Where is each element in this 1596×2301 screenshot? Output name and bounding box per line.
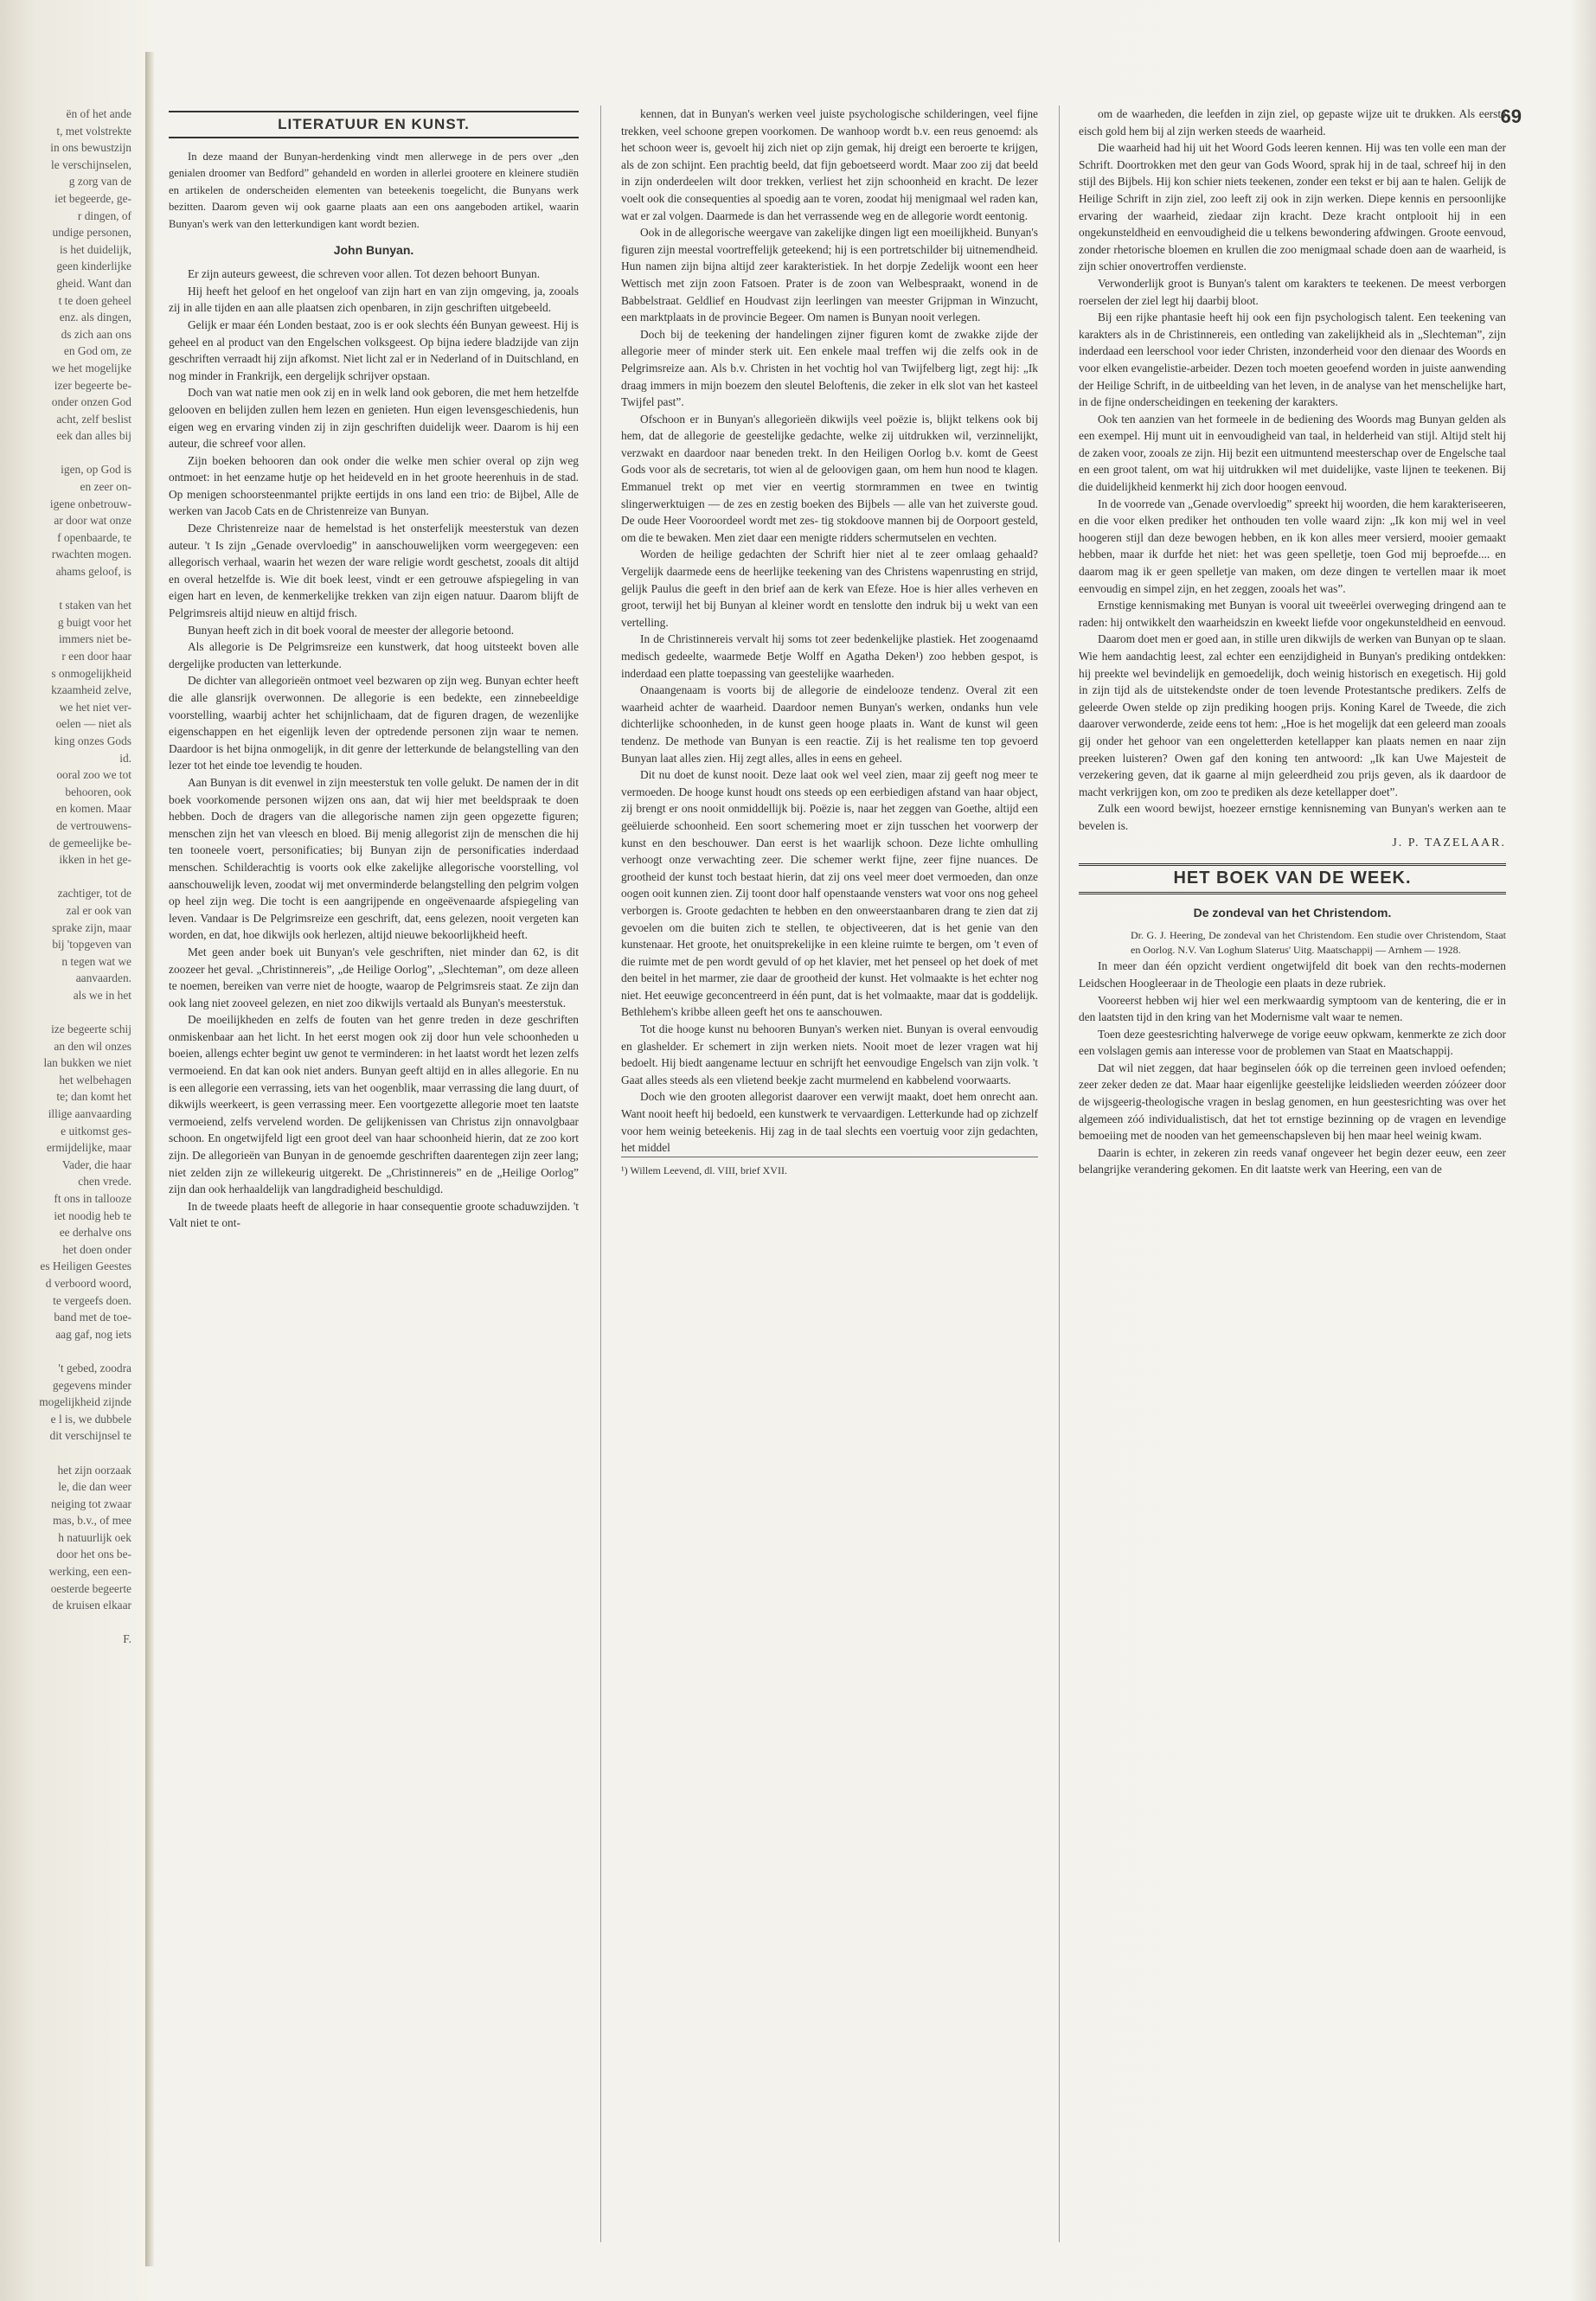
paragraph: Daarom doet men er goed aan, in stille uren dikwijls de werken van Bunyan op te slaan. Wie hem aandachtig leest, zal echter een eenzijdigheid in Bunyan's prediking ontdekken: hij preekte wel bevindelijk en gemoedelijk, doch weinig historisch en exegetisch. Hij gold in zijn tijd als de uitstekendste onder de toen levende Protestantsche predikers. Zelfs de geleerde Owen stelde op zijn prediking hoogen prijs. Koning Karel de Tweede, die zich daarover verwonderde, zeide eens tot hem: „Hoe is het mogelijk dat een geleerd man zooals gij onder het gehoor van een ongeletterden ketellapper kan plaats nemen en naar zijn preeken luisteren? Owen gaf den koning ten antwoord: „Ik kan Uwe Majesteit de verzekering geven, dat ik gaarne al mijn geleerdheid zou prijs geven, als ik daardoor de macht verkrijgen kon, om zoo te prediken als deze ketellapper doet”. bbox=[1079, 632, 1506, 798]
fragment-line bbox=[0, 1054, 131, 1072]
fragment-line bbox=[0, 1038, 131, 1055]
paragraph: Bij een rijke phantasie heeft hij ook een fijn psychologisch talent. Een teekening van karakters als in de Christinnereis, een ontleding van zakelijkheid als in „Slechteman”, zijn inderdaad een leerschool voor ieder Christen, inzonderheid voor den dienaar des Woords en voor elken evangelistie-arbeider. Dezen toch moeten geoefend worden in juiste aanwending der Heilige Schrift, in de uitbeelding van het leven, in de analyse van het menschelijke hart, in de fijne onderscheidingen en teekening der karakters. bbox=[1079, 311, 1506, 409]
fragment-line bbox=[0, 835, 131, 852]
author-signature: J. P. TAZELAAR. bbox=[1392, 836, 1506, 849]
article-body-2 bbox=[621, 106, 1038, 1157]
fragment-line-text: r dingen, of bbox=[77, 208, 131, 222]
paragraph: Doch wie den grooten allegorist daarover een verwijt maakt, doet hem onrecht aan. Want nooit heeft hij bedoeld, een kunstwerk te vervaardigen. Letterkunde had op zichzelf voor hem weinig beteekenis. Hij zag in de taal slechts een voertuig voor zijn gedachten, het middel bbox=[621, 1090, 1038, 1155]
paragraph: om de waarheden, die leefden in zijn ziel, op gepaste wijze uit te drukken. Als eerste eisch gold hem bij al zijn werken steeds de waarheid. bbox=[1079, 107, 1506, 138]
page-edge-shadow bbox=[1570, 0, 1596, 2301]
fragment-line bbox=[0, 326, 131, 343]
fragment-line-text bbox=[129, 870, 131, 883]
fragment-line bbox=[0, 1021, 131, 1038]
column-3 bbox=[1079, 106, 1506, 2242]
fragment-line-text: bij 'topgeven van bbox=[52, 938, 131, 952]
fragment-line bbox=[0, 902, 131, 920]
fragment-line-text: ize begeerte schij bbox=[51, 1022, 131, 1036]
fragment-line-text: en God om, ze bbox=[63, 344, 131, 358]
paragraph: Ernstige kennismaking met Bunyan is vooral uit tweeërlei overweging dringend aan te raden: hij ontwikkelt den waarheidszin en kweekt liefde voor ongekunsteldheid en eenvoud. bbox=[1079, 599, 1506, 629]
fragment-line-text: kzaamheid zelve, bbox=[51, 683, 131, 697]
fragment-line bbox=[0, 411, 131, 428]
paragraph: De dichter van allegorieën ontmoet veel bezwaren op zijn weg. Bunyan echter heeft die alle glansrijk overwonnen. De allegorie is een bedekte, een zinnebeeldige voorstelling, waarbij achter het schijnlichaam, dat de figuren dragen, de wezenlijke eigenschappen en het eigenlijk leven der optredende personen zijn waar te nemen. Daardoor is het bijna onmogelijk, in dit genre der letterkunde de belangstelling van den lezer tot het einde toe levendig te houden. bbox=[169, 674, 579, 772]
fragment-line-text: neiging tot zwaar bbox=[51, 1497, 131, 1510]
fragment-line-text: we het mogelijke bbox=[51, 361, 131, 375]
fragment-line-text: is het duidelijk, bbox=[60, 242, 131, 256]
paragraph: Dit nu doet de kunst nooit. Deze laat ook wel veel zien, maar zij geeft nog meer te vermoeden. De hooge kunst houdt ons steeds op een eerbiedigen afstand van haar object, zij brengt er ons nooit onmiddellijk bij. Poëzie is, naar het zeggen van Goethe, altijd een geëluierde schoonheid. Een soort schemering moet er zijn tusschen het voorwerp der kunst en den beschouwer. Dan eerst is het waarlijk schoon. Deze lichte omhulling verhoogt onze verwachting zeer. Die schemer werkt fijne, zeer fijne nuances. De grootheid der kunst toch bestaat hierin, dat zij ons veel meer doet vermoeden, dan onze oogen ooit kunnen zien. Zij toont door half openstaande vensters wat voor ons nog geheel verborgen is. Groote gedachten te hebben en den onweerstaanbaren drang te zien dat zij gevoelen om die buiten zich te stellen, te objectiveeren, dat is het genie van den kunstenaar. Het groote, het onuitsprekelijke in een kleine ruimte te bergen, om 't even of die ruimte met de pen wordt gevuld of op het klavier, met het penseel op het doek of met den beitel in het marmer, zie daar de grootheid der kunst. Het volmaakte is het echter nog niet. Het eeuwige geconcentreerd in één punt, dat is het volmaakte, maar dat is goddelijk. Bethlehem's kribbe alleen geeft het ons te aanschouwen. bbox=[621, 768, 1038, 1019]
paragraph: Worden de heilige gedachten der Schrift hier niet al te zeer omlaag gehaald? Vergelijk daarmede eens de heerlijke teekening van des Christens wapenrusting en strijd, gelijk Paulus die geeft in den brief aan de kerk van Efeze. Hoe is hier alles verheven en groot, terwijl het bij Bunyan al kleiner wordt en tenslotte den indruk bij u wekt van een vertelling. bbox=[621, 548, 1038, 629]
fragment-line-text: geen kinderlijke bbox=[56, 260, 131, 273]
fragment-line-text: t staken van het bbox=[59, 599, 131, 612]
fragment-line-text: ahams geloof, is bbox=[55, 565, 131, 579]
fragment-line-text: g buigt voor het bbox=[57, 615, 131, 629]
fragment-line bbox=[0, 1173, 131, 1190]
fragment-line bbox=[0, 1292, 131, 1310]
fragment-line bbox=[0, 208, 131, 225]
fragment-line-text: band met de toe- bbox=[54, 1311, 131, 1324]
fragment-line bbox=[0, 1241, 131, 1259]
paragraph: Ofschoon er in Bunyan's allegorieën dikwijls veel poëzie is, blijkt telkens ook bij hem, dat de allegorie de geestelijke gedachte, welke zij uitdrukken wil, verzinnelijkt, verzwakt en daardoor naar beneden trekt. In den Heiligen Oorlog b.v. komt de Geest Gods voor als de secretaris, tot wien al de geloovigen gaan, om hem hun nood te klagen. Emmanuel trekt op met vier en veertig stormrammen en twee en twintig slingerwerktuigen — de zes en zestig boeken des Bijbels — alle van het zuiverste goud. De oude Heer Vooroordeel wordt met zes- tig stokdoove mannen bij de Oorpoort gesteld, om die te bewaken. Men ziet daar een menigte ridders schermutselen en vechten. bbox=[621, 412, 1038, 544]
fragment-line-text: id. bbox=[119, 751, 131, 765]
fragment-line bbox=[0, 1224, 131, 1241]
left-fragment-column bbox=[0, 106, 131, 2251]
fragment-line bbox=[0, 665, 131, 683]
fragment-line-text: de vertrouwens- bbox=[56, 818, 131, 832]
fragment-line-text: te; dan komt het bbox=[56, 1090, 131, 1104]
fragment-line bbox=[0, 1580, 131, 1598]
fragment-line bbox=[0, 817, 131, 835]
fragment-line-text: le verschijnselen, bbox=[51, 157, 131, 171]
fragment-line bbox=[0, 614, 131, 631]
fragment-line-text: enz. als dingen, bbox=[59, 311, 131, 324]
fragment-line-text: en komen. Maar bbox=[55, 802, 131, 816]
article-body-3 bbox=[1079, 106, 1506, 835]
column-1 bbox=[169, 106, 579, 2242]
fragment-line bbox=[0, 699, 131, 716]
fragment-line-text: illige aanvaarding bbox=[48, 1107, 131, 1121]
fragment-line-text: in ons bewustzijn bbox=[50, 141, 131, 155]
fragment-line bbox=[0, 1512, 131, 1529]
fragment-line-text: e uitkomst ges- bbox=[61, 1124, 131, 1138]
fragment-line bbox=[0, 1445, 131, 1462]
fragment-line-text: s onmogelijkheid bbox=[51, 666, 131, 680]
fragment-line bbox=[0, 1427, 131, 1445]
fragment-line bbox=[0, 953, 131, 971]
fragment-line-text: onder onzen God bbox=[51, 395, 131, 409]
fragment-line-text: ee derhalve ons bbox=[59, 1226, 131, 1240]
fragment-line bbox=[0, 1377, 131, 1394]
article-body-1 bbox=[169, 266, 579, 1232]
fragment-line bbox=[0, 580, 131, 598]
fragment-line bbox=[0, 394, 131, 411]
binding-gutter bbox=[145, 52, 154, 2266]
fragment-line-text: e l is, we dubbele bbox=[50, 1412, 131, 1426]
fragment-line-text bbox=[129, 1344, 131, 1357]
fragment-line-text: zal er ook van bbox=[66, 903, 131, 917]
fragment-line bbox=[0, 139, 131, 157]
fragment-line bbox=[0, 377, 131, 394]
fragment-line-text: dit verschijnsel te bbox=[49, 1429, 131, 1443]
fragment-line bbox=[0, 1597, 131, 1614]
paragraph: kennen, dat in Bunyan's werken veel juiste psychologische schilderingen, veel fijne trekken, veel schoone grepen voorkomen. De wanhoop wordt b.v. een reus genoemd: als het schoon weer is, gevoelt hij zich niet op zijn gemak, hij dreigt een beroerte te krijgen, als de zon schijnt. Een prachtig beeld, dat fijn geboetseerd wordt. Maar zoo zij dat beeld in zijn onderdeelen wilt door trekken, verliest het zijn schoonheid en kracht. De lezer voelt ook die consequenties al spoedig aan te voren, zoodat hij menigmaal wel raden kan, wat er zal volgen. Daarmede is dan het verrassende weg en de allegorie wordt eentonig. bbox=[621, 107, 1038, 222]
fragment-line-text bbox=[129, 582, 131, 595]
fragment-line bbox=[0, 478, 131, 496]
paragraph: In de voorrede van „Genade overvloedig” spreekt hij woorden, die hem karakteriseeren, en die voor elken prediker het onthouden ten volle waard zijn: „Ik kon mij wel in veel hoogeren stijl dan deze bewogen hebben, en ik kon alles meer versierd, mooier gemaakt hebben, maar ik durfde het niet: het was geen spelletje, toen God mij beproefde.... en daarom mag ik er geen spelletje van maken, om deze dingen te vertellen maar ik moet eenvoudig en simpel zijn, en het zeggen, zooals het was”. bbox=[1079, 497, 1506, 595]
fragment-line-text: aanvaarden. bbox=[75, 971, 131, 985]
fragment-line-text: werking, een een- bbox=[48, 1565, 131, 1579]
paragraph: Hij heeft het geloof en het ongeloof van zijn hart en van zijn omgeving, ja, zooals zij in alle tijden en aan alle plaatsen zich openbaren, in zijn geschriften uitgebeeld. bbox=[169, 284, 579, 315]
footnote: ¹) Willem Leevend, dl. VIII, brief XVII. bbox=[621, 1157, 1038, 1180]
fragment-line-text: ën of het ande bbox=[66, 107, 131, 120]
fragment-line bbox=[0, 1309, 131, 1326]
fragment-line-text bbox=[129, 446, 131, 459]
fragment-line-text: 't gebed, zoodra bbox=[58, 1361, 131, 1375]
fragment-line bbox=[0, 885, 131, 902]
fragment-line bbox=[0, 750, 131, 767]
fragment-line bbox=[0, 173, 131, 190]
paragraph: In meer dan één opzicht verdient ongetwijfeld dit boek van den rechts-modernen Leidschen Hoogleeraar in de Theologie een plaats in deze rubriek. bbox=[1079, 959, 1506, 990]
fragment-line-text: oesterde begeerte bbox=[50, 1581, 131, 1595]
fragment-line bbox=[0, 715, 131, 733]
fragment-line bbox=[0, 546, 131, 563]
paragraph: Gelijk er maar één Londen bestaat, zoo is er ook slechts één Bunyan geweest. Hij is geheel en al product van den Engelschen volksgeest. Op bijna iedere bladzijde van zijn geschriften verraadt hij zijn afkomst. Niet licht zal er in Nederland of in Duitschland, en nog minder in Frankrijk, een dergelijk schrijver opstaan. bbox=[169, 317, 579, 382]
fragment-line-text: es Heiligen Geestes bbox=[40, 1259, 131, 1273]
paragraph: Tot die hooge kunst nu behooren Bunyan's werken niet. Bunyan is overal eenvoudig en glashelder. Er schemert in zijn werken niets. Nooit moet de lezer vragen wat hij bedoelt. Hij biedt aangename lectuur en schrijft het eenvoudige Engelsch van zijn volk. 't Gaat alles steeds als een vlietend beekje zacht murmelend en kabbelend voorwaarts. bbox=[621, 1022, 1038, 1086]
paragraph: Toen deze geestesrichting halverwege de vorige eeuw opkwam, kenmerkte ze zich door een volslagen gemis aan interesse voor de problemen van Staat en Maatschappij. bbox=[1079, 1027, 1506, 1058]
paragraph: Onaangenaam is voorts bij de allegorie de eindelooze tendenz. Overal zit een waarheid achter de waarheid. Daardoor nemen Bunyan's werken, ondanks hun vele dichterlijke schoonheden, in de kunst geen hooge plaats in. Want de kunst wil geen tendenz. De methode van Bunyan is een reactie. Zij is het realisme ten top gevoerd Bunyan laat alles zien. Hij zegt alles, alles in eens en geheel. bbox=[621, 683, 1038, 765]
paragraph: In de tweede plaats heeft de allegorie in haar consequentie groote schaduwzijden. 't Valt niet te ont- bbox=[169, 1199, 579, 1230]
fragment-line-text: king onzes Gods bbox=[54, 734, 131, 747]
fragment-line bbox=[0, 800, 131, 817]
fragment-line-text: acht, zelf beslist bbox=[56, 412, 131, 426]
fragment-line bbox=[0, 343, 131, 360]
fragment-line bbox=[0, 1462, 131, 1479]
paragraph: Doch bij de teekening der handelingen zijner figuren komt de zwakke zijde der allegorie meer of minder sterk uit. Een enkele maal treffen wij die zelfs ook in de Pelgrimsreize aan. Als b.v. Christen in het vochtig hol van Twijfelberg ligt, zegt hij: „Ik draag immers in mijn boezem den sleutel Beloftenis, die zeker in elk slot van het kasteel Twijfel past”. bbox=[621, 327, 1038, 409]
fragment-line-text: g zorg van de bbox=[68, 175, 131, 189]
fragment-line-text: izer begeerte be- bbox=[54, 378, 131, 392]
fragment-line bbox=[0, 360, 131, 377]
fragment-line bbox=[0, 1394, 131, 1411]
fragment-line-text: h natuurlijk oek bbox=[58, 1530, 131, 1544]
fragment-line bbox=[0, 987, 131, 1004]
fragment-line-text: te vergeefs doen. bbox=[53, 1293, 131, 1307]
fragment-line bbox=[0, 1326, 131, 1343]
paragraph: Ook ten aanzien van het formeele in de bediening des Woords mag Bunyan gelden als een exempel. Hij munt uit in eenvoudigheid van taal, in helderheid van stijl. Altijd stelt hij de zaken voor, zooals ze zijn. Hij bezit een uitmuntend meesterschap over de Engelsche taal en een groot talent, om wat hij uitdrukken wil met duidelijke, vaste lijnen te teekenen. Bij die duidelijkheid kenmerkt hij zich door hoogen eenvoud. bbox=[1079, 412, 1506, 494]
fragment-line-text: chen vrede. bbox=[78, 1175, 131, 1189]
fragment-line bbox=[0, 1546, 131, 1563]
fragment-line bbox=[0, 123, 131, 140]
fragment-line bbox=[0, 868, 131, 886]
fragment-line-text: igen, op God is bbox=[61, 463, 131, 477]
fragment-line bbox=[0, 275, 131, 292]
fragment-line-text: ar door wat onze bbox=[54, 514, 131, 528]
book-review-body bbox=[1079, 958, 1506, 1178]
fragment-line bbox=[0, 190, 131, 208]
fragment-line-text: behooren, ook bbox=[65, 785, 131, 798]
fragment-line bbox=[0, 597, 131, 614]
fragment-line bbox=[0, 1360, 131, 1377]
column-rule bbox=[1059, 106, 1060, 2242]
fragment-line-text: iet noodig heb te bbox=[54, 1208, 131, 1222]
fragment-line-text: igene onbetrouw- bbox=[49, 497, 131, 510]
paragraph: Als allegorie is De Pelgrimsreize een kunstwerk, dat hoog uitsteekt boven alle dergelijke producten van letterkunde. bbox=[169, 640, 579, 670]
paragraph: Dat wil niet zeggen, dat haar beginselen óók op die terreinen geen invloed oefenden; zeer zeker deden ze dat. Maar haar eigenlijke geestelijke leidslieden weerden zóózeer door de wijsgeerig-theologische vragen in beslag genomen, en hun geestesrichting was over het algemeen zóó individualistisch, dat het tot ernstige bezinning op de vragen en levendige bemoeiing met de nooden van het gemeenschapsleven bij hen maar heel weinig kwam. bbox=[1079, 1061, 1506, 1143]
paragraph: Aan Bunyan is dit evenwel in zijn meesterstuk ten volle gelukt. De namen der in dit boek voorkomende personen wijzen ons aan, dat wij hier met beeldspraak te doen hebben. Doch de dragers van die allegorische namen zijn geen opgezette figuren; menschen zijn het van vleesch en bloed. Bij menig allegorist zijn de menschen die hij ten tooneele voert, personificaties; bij Bunyan zijn de personificaties inderdaad menschen. Schilderachtig is voorts ook elke zakelijke allegorische voorstelling, vol aanschouwelijk leven, zoodat wij met onverminderde belangstelling den pelgrim volgen op heel zijn weg. Die tocht is een aangrijpende en ongeëvenaarde afspiegeling van leven. Vandaar is De Pelgrimsreize een geschrift, dat, eens gelezen, nooit vergeten kan worden, en dat, hoe dikwijls ook herlezen, altijd nieuwe bekoorlijkheid heeft. bbox=[169, 775, 579, 942]
fragment-line-text: mas, b.v., of mee bbox=[53, 1514, 131, 1528]
fragment-line bbox=[0, 563, 131, 580]
paragraph: Met geen ander boek uit Bunyan's vele geschriften, niet minder dan 62, is dit zoozeer het geval. „Christinnereis”, „de Heilige Oorlog”, „Slechteman”, om deze alleen te noemen, bereiken van verre niet de hoogte, waarop de Pelgrimsreis staat. Ze zijn dan ook lang niet zooveel gelezen, en niet zoo dikwijls vertaald als Bunyan's meesterstuk. bbox=[169, 945, 579, 1009]
fragment-line bbox=[0, 461, 131, 478]
fragment-line-text: eek dan alles bij bbox=[56, 429, 131, 443]
paragraph: De moeilijkheden en zelfs de fouten van het genre treden in deze geschriften onmiskenbaar aan het licht. In het eerst mogen ook zij door hun vele schoonheden u boeien, allengs echter begint uw genot te verminderen: in het laatst wordt het lezen zelfs vermoeiend. En dat kan ook niet anders. Bunyan geeft altijd en in alles allegorie. En nu is een allegorie een verrassing, iets van het oogenblik, maar verrassing die lang duurt, of dikwijls weerkeert, is geen verrassing meer. Een voortgezette allegorie moet ten laatste vermoeiend, zelfs vervelend worden. De gelijkenissen van Christus zijn onnavolgbaar schoon. En ongetwijfeld ligt een groot deel van haar schoonheid hierin, dat ze zoo kort zijn. De allegorieën van Bunyan in de genoemde geschriften daarentegen zijn zeer lang; niet zelden zijn ze willekeurig uitgerekt. De „Christinnereis” en de „Heilige Oorlog” zijn dan ook herhaaldelijk van langdradigheid beschuldigd. bbox=[169, 1013, 579, 1196]
fragment-line-text: we het niet ver- bbox=[59, 700, 131, 714]
fragment-line bbox=[0, 106, 131, 123]
fragment-line bbox=[0, 920, 131, 937]
fragment-line bbox=[0, 1157, 131, 1174]
fragment-line bbox=[0, 1496, 131, 1513]
fragment-line-text: iet begeerde, ge- bbox=[54, 191, 131, 205]
fragment-line bbox=[0, 1563, 131, 1580]
fragment-line-text: Vader, die haar bbox=[61, 1157, 131, 1171]
fragment-line-text: ikken in het ge- bbox=[59, 853, 131, 867]
fragment-line bbox=[0, 733, 131, 750]
fragment-line bbox=[0, 157, 131, 174]
fragment-line-text: f openbaarde, te bbox=[57, 530, 131, 544]
fragment-line-text: undige personen, bbox=[52, 226, 131, 240]
fragment-line-text: t te doen geheel bbox=[58, 293, 131, 307]
fragment-line bbox=[0, 512, 131, 529]
fragment-line bbox=[0, 1275, 131, 1292]
fragment-line bbox=[0, 1088, 131, 1106]
fragment-line-text: gheid. Want dan bbox=[56, 276, 131, 290]
section-title-boek-van-de-week: HET BOEK VAN DE WEEK. bbox=[1079, 863, 1506, 894]
fragment-line-text: F. bbox=[123, 1632, 131, 1646]
fragment-line bbox=[0, 1343, 131, 1360]
fragment-line bbox=[0, 309, 131, 326]
fragment-line-text: ooral zoo we tot bbox=[56, 768, 131, 782]
fragment-line-text: de kruisen elkaar bbox=[52, 1599, 131, 1612]
section-title-literatuur: LITERATUUR EN KUNST. bbox=[169, 111, 579, 138]
fragment-line bbox=[0, 241, 131, 259]
fragment-line bbox=[0, 1072, 131, 1089]
fragment-line-text: an den wil onzes bbox=[54, 1039, 131, 1053]
fragment-line-text: n tegen wat we bbox=[61, 954, 131, 968]
fragment-line-text: rwachten mogen. bbox=[51, 548, 131, 561]
column-rule bbox=[600, 106, 601, 2242]
fragment-line bbox=[0, 1208, 131, 1225]
paragraph: Verwonderlijk groot is Bunyan's talent om karakters te teekenen. De meest verborgen roerselen der ziel legt hij daarbij bloot. bbox=[1079, 276, 1506, 307]
fragment-line bbox=[0, 1139, 131, 1157]
fragment-line bbox=[0, 1411, 131, 1428]
fragment-line-text: sprake zijn, maar bbox=[52, 920, 131, 934]
fragment-line bbox=[0, 427, 131, 445]
paragraph: Bunyan heeft zich in dit boek vooral de meester der allegorie betoond. bbox=[188, 623, 515, 637]
paragraph: Zulk een woord bewijst, hoezeer ernstige kennisneming van Bunyan's werken aan te bevelen is. bbox=[1079, 802, 1506, 832]
paragraph: Doch van wat natie men ook zij en in welk land ook geboren, die met hem hetzelfde gelooven en belijden zullen hem lezen en genieten. Hun eigen levensgeschiedenis, hun eigen weg en ervaring vinden zij in zijn geschriften duidelijk weer. Daarom is hij een auteur, die schreef voor allen. bbox=[169, 386, 579, 451]
fragment-line bbox=[0, 648, 131, 665]
fragment-line bbox=[0, 970, 131, 987]
fragment-line bbox=[0, 292, 131, 310]
fragment-line bbox=[0, 258, 131, 275]
paragraph: Zijn boeken behooren dan ook onder die welke men schier overal op zijn weg ontmoet: in het eenzame hutje op het heideveld en in het groote heerenhuis in de stad. Op menigen schoorsteenmantel prijkte eertijds in ons land een trio: de Bijbel, Alle de werken van Jacob Cats en de Christenreize van Bunyan. bbox=[169, 453, 579, 518]
fragment-line-text: d verboord woord, bbox=[45, 1276, 131, 1290]
paragraph: In de Christinnereis vervalt hij soms tot zeer bedenkelijke plastiek. Het zoogenaamd medisch gedeelte, waarmede Betje Wolff en Agatha Deken¹) zoo hebben gespot, is inderdaad een platte toepassing van geestelijke waarheden. bbox=[621, 632, 1038, 680]
fragment-line bbox=[0, 1614, 131, 1631]
fragment-line bbox=[0, 496, 131, 513]
fragment-line-text: ds zich aan ons bbox=[61, 327, 131, 341]
fragment-line bbox=[0, 1529, 131, 1547]
fragment-line-text bbox=[129, 1005, 131, 1018]
column-2 bbox=[621, 106, 1038, 2242]
fragment-line-text: t, met volstrekte bbox=[56, 124, 131, 138]
fragment-line-text: le, die dan weer bbox=[58, 1480, 131, 1494]
paragraph: Ook in de allegorische weergave van zakelijke dingen ligt een moeilijkheid. Bunyan's figuren zijn meestal voortreffelijk geteekend; hij is een portretschilder bij uitnemendheid. Hun namen zijn bijna altijd zeer karakteristiek. In het dorpje Zedelijk woont een heer Wettisch met zijn zoon Fatsoen. Prater is de zoon van Welbespraakt, wonend in de Babbelstraat. Geldlief en Houdvast zijn leerlingen van meester Grijpman in Winzucht, een marktplaats in de provincie Begeer. Om namen is Bunyan nooit verlegen. bbox=[621, 226, 1038, 324]
paragraph: Daarin is echter, in zekeren zin reeds vanaf ongeveer het begin dezer eeuw, een zeer belangrijke verandering gekomen. En dit laatste werk van Heering, een van de bbox=[1079, 1145, 1506, 1176]
fragment-line-text: lan bukken we niet bbox=[43, 1056, 131, 1070]
fragment-line-text: immers niet be- bbox=[58, 632, 131, 646]
fragment-line-text: r een door haar bbox=[61, 650, 131, 663]
fragment-line bbox=[0, 1106, 131, 1123]
fragment-line-text: aag gaf, nog iets bbox=[55, 1327, 131, 1341]
fragment-line bbox=[0, 224, 131, 241]
paragraph: Er zijn auteurs geweest, die schreven voor allen. Tot dezen behoort Bunyan. bbox=[188, 267, 541, 281]
fragment-line-text: het zijn oorzaak bbox=[57, 1463, 131, 1477]
fragment-line bbox=[0, 784, 131, 801]
book-reference: Dr. G. J. Heering, De zondeval van het Christendom. Een studie over Christendom, Staat en Oorlog. N.V. Van Loghum Slaterus' Uitg. Maatschappij — Arnhem — 1928. bbox=[1131, 929, 1506, 957]
fragment-line bbox=[0, 1258, 131, 1275]
fragment-line-text bbox=[129, 1446, 131, 1459]
fragment-line bbox=[0, 1631, 131, 1648]
fragment-line-text: als we in het bbox=[73, 988, 131, 1002]
article-heading: John Bunyan. bbox=[333, 242, 414, 257]
fragment-line bbox=[0, 851, 131, 868]
page-number: 69 bbox=[1500, 106, 1522, 127]
fragment-line bbox=[0, 631, 131, 648]
paragraph: Die waarheid had hij uit het Woord Gods leeren kennen. Hij was ten volle een man der Schrift. Doortrokken met den geur van Gods Woord, sprak hij in de taal, schreef hij in den stijl des Bijbels. Hij kon schier niets teekenen, zonder een tekst er bij aan te halen. Gelijk de Heilige Schrift in zijn ziel, zoo leeft zij ook in zijn werken. Diepe kennis en persoonlijke ervaring der waarheid, ziedaar zijn kracht. Deze kracht ontplooit hij in een ongekunsteldheid en eenvoudigheid die u telkens bewondering afdwingen. Groote eenvoud, zonder rhetorische bloemen en krullen die zoo menigmaal schade doen aan de waarheid, is zijn schier onovertroffen verdienste. bbox=[1079, 141, 1506, 273]
fragment-line-text: zachtiger, tot de bbox=[57, 887, 131, 901]
fragment-line bbox=[0, 1123, 131, 1140]
fragment-line bbox=[0, 766, 131, 784]
fragment-line bbox=[0, 1003, 131, 1021]
fragment-line-text: ft ons in tallooze bbox=[54, 1192, 131, 1205]
article-intro: In deze maand der Bunyan-herdenking vindt men allerwege in de pers over „den genialen droomer van Bedford” gehandeld en worden in allerlei grootere en kleinere studiën en artikelen de onderscheiden elementen van beteekenis toegelicht, die Bunyans werk bezitten. Daarom geven wij ook gaarne plaats aan een ons aangeboden artikel, waarin Bunyan's werk van den letterkundigen kant wordt bezien. bbox=[169, 150, 579, 230]
fragment-line bbox=[0, 1190, 131, 1208]
fragment-line bbox=[0, 1478, 131, 1496]
fragment-line-text bbox=[129, 1616, 131, 1629]
fragment-line-text: het doen onder bbox=[62, 1242, 131, 1256]
fragment-line bbox=[0, 445, 131, 462]
fragment-line-text: en zeer on- bbox=[80, 480, 131, 494]
fragment-line-text: gegevens minder bbox=[52, 1378, 131, 1392]
fragment-line-text: ermijdelijke, maar bbox=[46, 1141, 131, 1155]
fragment-line-text: mogelijkheid zijnde bbox=[39, 1395, 131, 1409]
paragraph: Vooreerst hebben wij hier wel een merkwaardig symptoom van de kentering, die er in den laatsten tijd in den kring van het Modernisme valt waar te nemen. bbox=[1079, 993, 1506, 1024]
fragment-line bbox=[0, 529, 131, 547]
fragment-line-text: oelen — niet als bbox=[55, 717, 131, 731]
fragment-line-text: door het ons be- bbox=[56, 1548, 131, 1561]
book-review-heading: De zondeval van het Christendom. bbox=[1193, 905, 1392, 920]
fragment-line-text: de gemeelijke be- bbox=[48, 836, 131, 849]
paragraph: Deze Christenreize naar de hemelstad is het onsterfelijk meesterstuk van dezen auteur. 't Is zijn „Genade overvloedig” in aanschouwelijken vorm weergegeven: een allegorisch verhaal, waarin het wezen der ware religie wordt geschetst, zooals dit altijd en overal hetzelfde is. Wie dit boek leest, vindt er een getrouwe afspiegeling in van eigen hart en leven, de kenmerkelijke trekken van zijn eigen natuur. Daarom blijft de Pelgrimsreis altijd nieuw en altijd frisch. bbox=[169, 522, 579, 620]
fragment-line bbox=[0, 682, 131, 699]
fragment-line-text: het welbehagen bbox=[59, 1073, 131, 1086]
fragment-line bbox=[0, 936, 131, 953]
